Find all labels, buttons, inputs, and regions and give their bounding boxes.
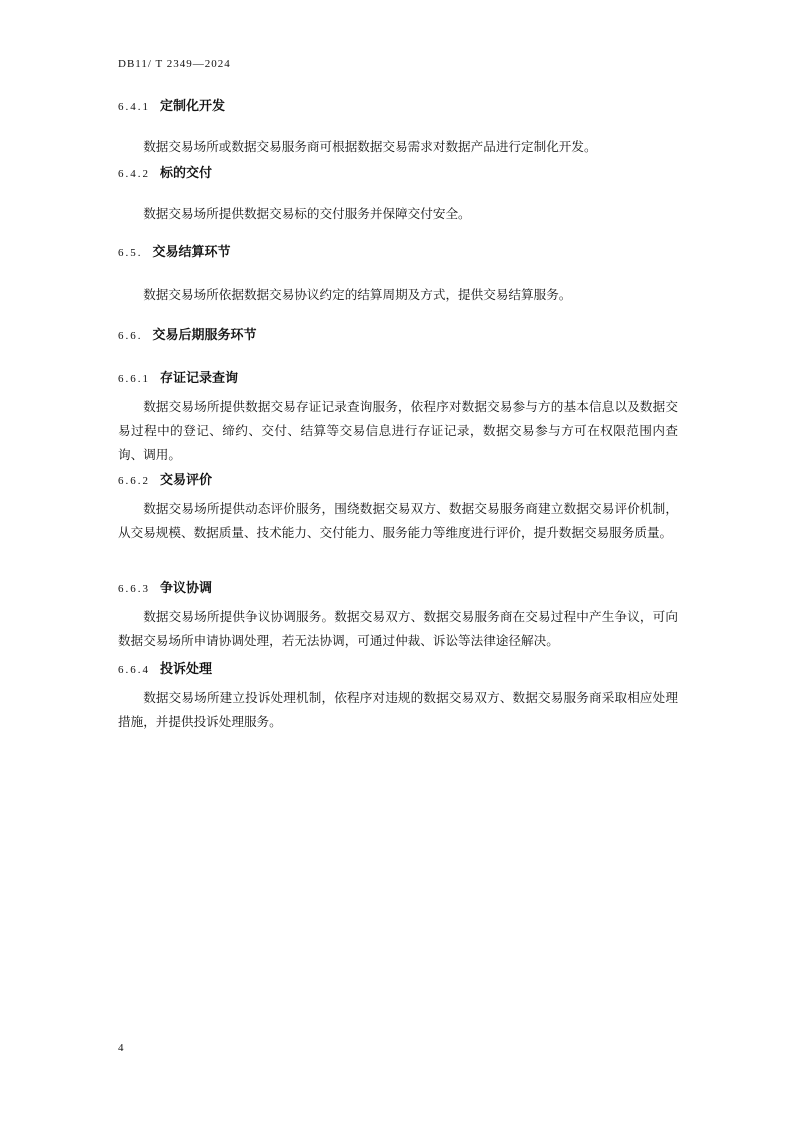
- section-heading: [118, 243, 678, 263]
- section-title: 投诉处理: [160, 662, 213, 677]
- section-heading: [118, 579, 678, 599]
- section-6-4-1: [118, 97, 678, 159]
- document-code: DB11/ T 2349—2024: [118, 58, 231, 70]
- section-heading: [118, 164, 678, 184]
- section-6-6-2: [118, 471, 678, 545]
- section-number: 6.6.4: [118, 664, 150, 676]
- section-number: 6.4.2: [118, 168, 150, 180]
- section-title: 交易后期服务环节: [152, 328, 257, 343]
- section-paragraph: 数据交易场所提供数据交易标的交付服务并保障交付安全。: [143, 206, 471, 221]
- page-number: 4: [118, 1042, 124, 1054]
- section-title: 争议协调: [160, 581, 213, 596]
- section-paragraph: 数据交易场所提供动态评价服务，围绕数据交易双方、数据交易服务商建立数据交易评价机制，从交易规模、数据质量、技术能力、交付能力、服务能力等维度进行评价，提升数据交易服务质量。: [118, 501, 678, 540]
- section-paragraph: 数据交易场所或数据交易服务商可根据数据交易需求对数据产品进行定制化开发。: [143, 139, 597, 154]
- section-number: 6.6.1: [118, 373, 150, 385]
- section-6-5: [118, 243, 678, 307]
- section-number: 6.5.: [118, 247, 143, 259]
- section-paragraph: 数据交易场所依据数据交易协议约定的结算周期及方式，提供交易结算服务。: [143, 287, 572, 302]
- section-number: 6.6.2: [118, 475, 150, 487]
- section-6-6-4: [118, 660, 678, 734]
- section-paragraph: 数据交易场所提供争议协调服务。数据交易双方、数据交易服务商在交易过程中产生争议，可向数据交易场所申请协调处理，若无法协调，可通过仲裁、诉讼等法律途径解决。: [118, 609, 678, 648]
- section-title: 存证记录查询: [160, 371, 239, 386]
- section-title: 定制化开发: [160, 99, 226, 114]
- section-6-6-1: [118, 369, 678, 467]
- section-paragraph: 数据交易场所提供数据交易存证记录查询服务，依程序对数据交易参与方的基本信息以及数据交易过程中的登记、缔约、交付、结算等交易信息进行存证记录，数据交易参与方可在权限范围内查询、调用。: [118, 399, 678, 462]
- section-number: 6.6.3: [118, 583, 150, 595]
- section-title: 标的交付: [160, 166, 213, 181]
- section-6-6-3: [118, 579, 678, 653]
- section-6-4-2: [118, 164, 678, 226]
- section-paragraph: 数据交易场所建立投诉处理机制，依程序对违规的数据交易双方、数据交易服务商采取相应处理措施，并提供投诉处理服务。: [118, 690, 678, 729]
- section-title: 交易评价: [160, 473, 213, 488]
- section-heading: [118, 97, 678, 117]
- section-number: 6.6.: [118, 330, 143, 342]
- section-number: 6.4.1: [118, 101, 150, 113]
- section-heading: [118, 660, 678, 680]
- section-6-6: [118, 326, 678, 346]
- section-heading: [118, 369, 678, 389]
- section-heading: [118, 326, 678, 346]
- section-title: 交易结算环节: [152, 245, 231, 260]
- section-heading: [118, 471, 678, 491]
